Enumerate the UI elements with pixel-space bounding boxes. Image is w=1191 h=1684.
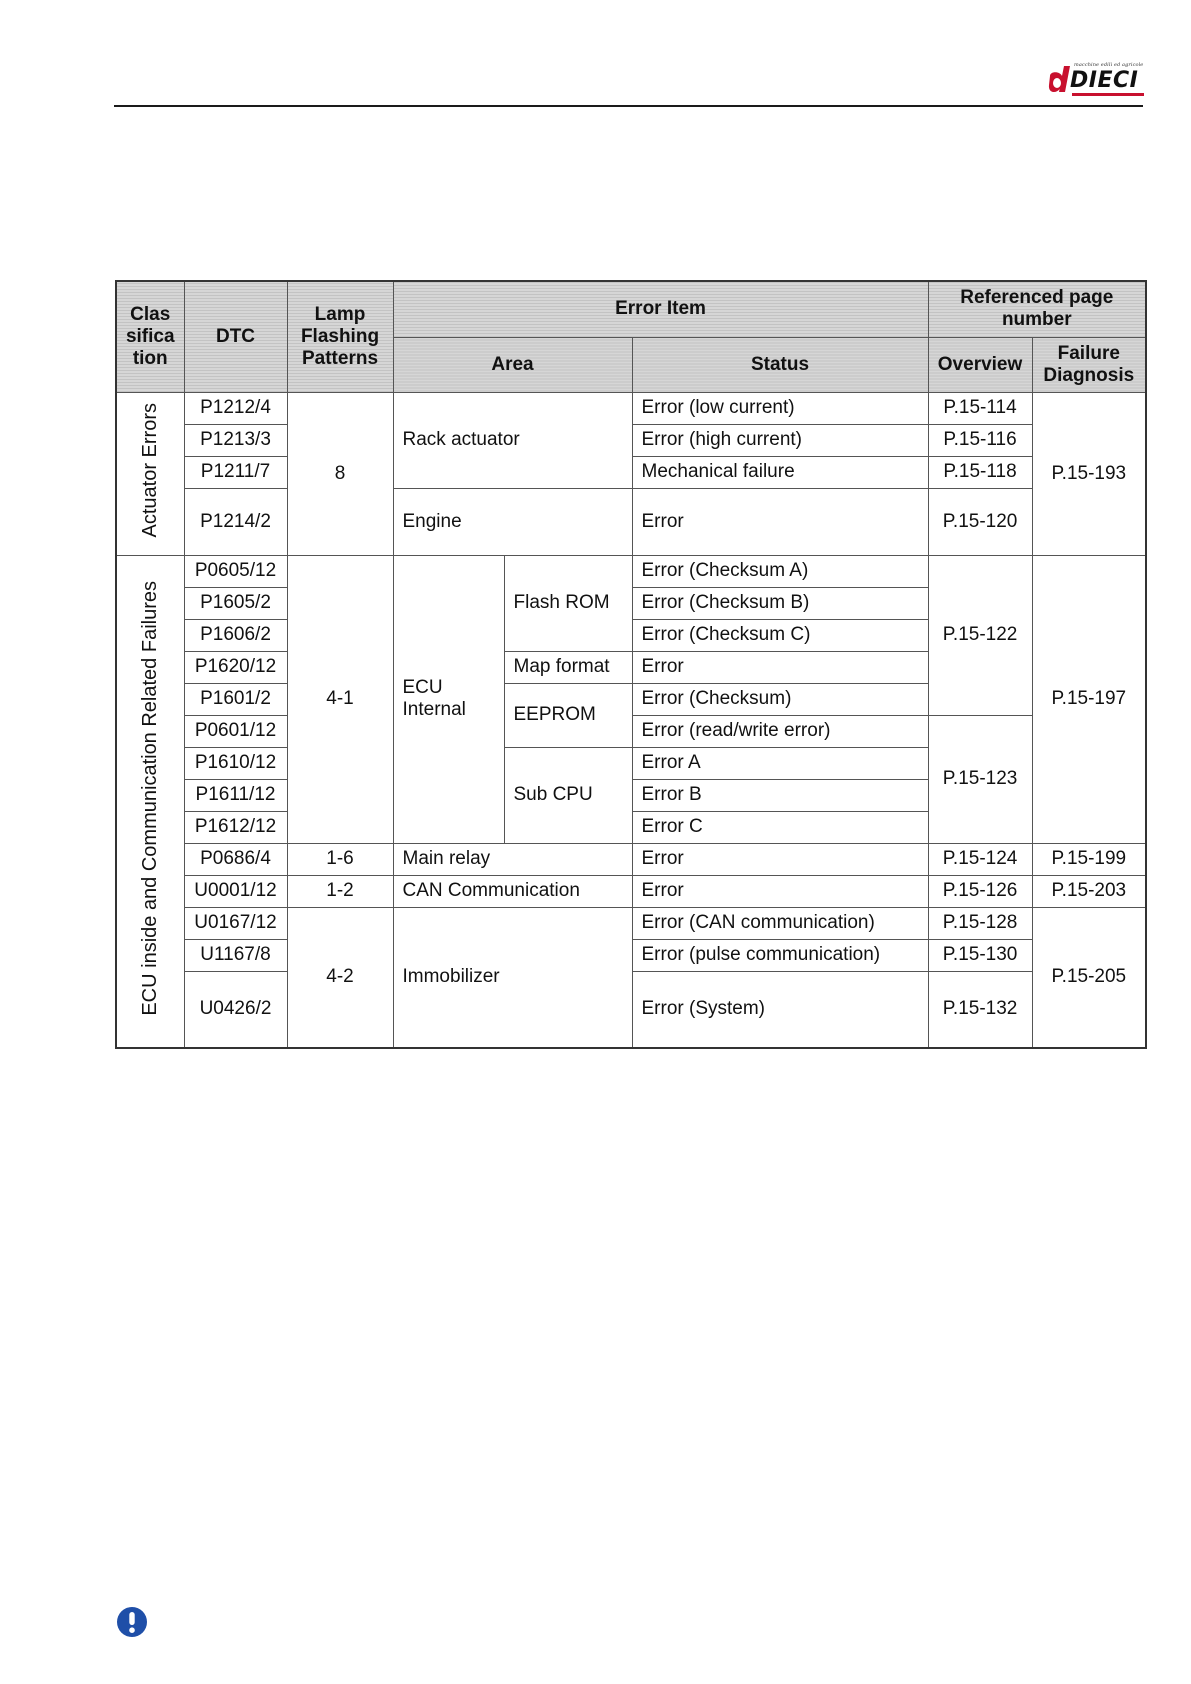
failure-cell: P.15-205 (1032, 907, 1146, 1048)
status-cell: Error (low current) (632, 392, 928, 424)
overview-cell: P.15-123 (928, 715, 1032, 843)
dtc-code: U1167/8 (184, 939, 287, 971)
table-row (116, 875, 1146, 907)
dtc-code: P1606/2 (184, 619, 287, 651)
group-ecu: ECU inside and Communication Related Failures (116, 555, 184, 1048)
failure-cell: P.15-193 (1032, 392, 1146, 555)
logo-tagline: macchine edili ed agricole (1074, 62, 1144, 68)
status-cell: Error (pulse communication) (632, 939, 928, 971)
failure-cell: P.15-197 (1032, 555, 1146, 843)
header-status: Status (632, 337, 928, 392)
table-row (116, 843, 1146, 875)
dieci-logo (1046, 60, 1146, 100)
dtc-code: P0686/4 (184, 843, 287, 875)
dtc-code: P1612/12 (184, 811, 287, 843)
table-row (116, 939, 1146, 971)
lamp-pattern: 1-6 (287, 843, 393, 875)
dtc-code: U0001/12 (184, 875, 287, 907)
area-cell: ECU Internal (393, 555, 504, 843)
table-row (116, 424, 1146, 456)
status-cell: Error (System) (632, 971, 928, 1048)
area-cell: Immobilizer (393, 907, 632, 1048)
table-row (116, 715, 1146, 747)
overview-cell: P.15-118 (928, 456, 1032, 488)
status-cell: Error (Checksum B) (632, 587, 928, 619)
table-row (116, 488, 1146, 555)
table-row (116, 907, 1146, 939)
lamp-pattern: 8 (287, 392, 393, 555)
status-cell: Error B (632, 779, 928, 811)
lamp-pattern: 4-2 (287, 907, 393, 1048)
overview-cell: P.15-122 (928, 555, 1032, 715)
status-cell: Error (read/write error) (632, 715, 928, 747)
area-cell: CAN Communication (393, 875, 632, 907)
dtc-code: U0167/12 (184, 907, 287, 939)
header-dtc: DTC (184, 281, 287, 392)
header-classification: Clas sifica tion (116, 281, 184, 392)
status-cell: Error (high current) (632, 424, 928, 456)
status-cell: Error (632, 651, 928, 683)
overview-cell: P.15-126 (928, 875, 1032, 907)
area-cell: Main relay (393, 843, 632, 875)
lamp-pattern: 1-2 (287, 875, 393, 907)
subarea-cell: Sub CPU (504, 747, 632, 843)
dtc-code: U0426/2 (184, 971, 287, 1048)
status-cell: Error C (632, 811, 928, 843)
area-cell: Rack actuator (393, 392, 632, 488)
status-cell: Error (Checksum C) (632, 619, 928, 651)
overview-cell: P.15-130 (928, 939, 1032, 971)
table-row (116, 555, 1146, 587)
overview-cell: P.15-132 (928, 971, 1032, 1048)
dtc-code: P1605/2 (184, 587, 287, 619)
dtc-code: P1212/4 (184, 392, 287, 424)
dtc-code: P1213/3 (184, 424, 287, 456)
dtc-code: P1610/12 (184, 747, 287, 779)
status-cell: Error (632, 843, 928, 875)
status-cell: Error (CAN communication) (632, 907, 928, 939)
dtc-code: P1601/2 (184, 683, 287, 715)
header-ref-page: Referenced page number (928, 281, 1146, 337)
status-cell: Error (Checksum) (632, 683, 928, 715)
dtc-code: P0605/12 (184, 555, 287, 587)
group-actuator: Actuator Errors (116, 392, 184, 555)
subarea-cell: EEPROM (504, 683, 632, 747)
header-area: Area (393, 337, 632, 392)
failure-cell: P.15-199 (1032, 843, 1146, 875)
overview-cell: P.15-124 (928, 843, 1032, 875)
status-cell: Error A (632, 747, 928, 779)
overview-cell: P.15-128 (928, 907, 1032, 939)
logo-underline (1072, 93, 1144, 96)
logo-wordmark: DIECI (1070, 68, 1139, 93)
subarea-cell: Map format (504, 651, 632, 683)
dtc-code: P1611/12 (184, 779, 287, 811)
failure-cell: P.15-203 (1032, 875, 1146, 907)
header-failure: Failure Diagnosis (1032, 337, 1146, 392)
subarea-cell: Flash ROM (504, 555, 632, 651)
header-lamp: Lamp Flashing Patterns (287, 281, 393, 392)
overview-cell: P.15-120 (928, 488, 1032, 555)
dtc-table (115, 280, 1147, 1049)
dtc-code: P1214/2 (184, 488, 287, 555)
overview-cell: P.15-114 (928, 392, 1032, 424)
status-cell: Error (Checksum A) (632, 555, 928, 587)
header-overview: Overview (928, 337, 1032, 392)
dtc-code: P0601/12 (184, 715, 287, 747)
table-row (116, 392, 1146, 424)
status-cell: Error (632, 488, 928, 555)
area-cell: Engine (393, 488, 632, 555)
lamp-pattern: 4-1 (287, 555, 393, 843)
status-cell: Mechanical failure (632, 456, 928, 488)
header-rule (114, 105, 1143, 107)
overview-cell: P.15-116 (928, 424, 1032, 456)
dtc-code: P1211/7 (184, 456, 287, 488)
table-row (116, 971, 1146, 1048)
status-cell: Error (632, 875, 928, 907)
table-row (116, 456, 1146, 488)
dtc-code: P1620/12 (184, 651, 287, 683)
exclamation-icon (116, 1606, 148, 1638)
header-error-item: Error Item (393, 281, 928, 337)
